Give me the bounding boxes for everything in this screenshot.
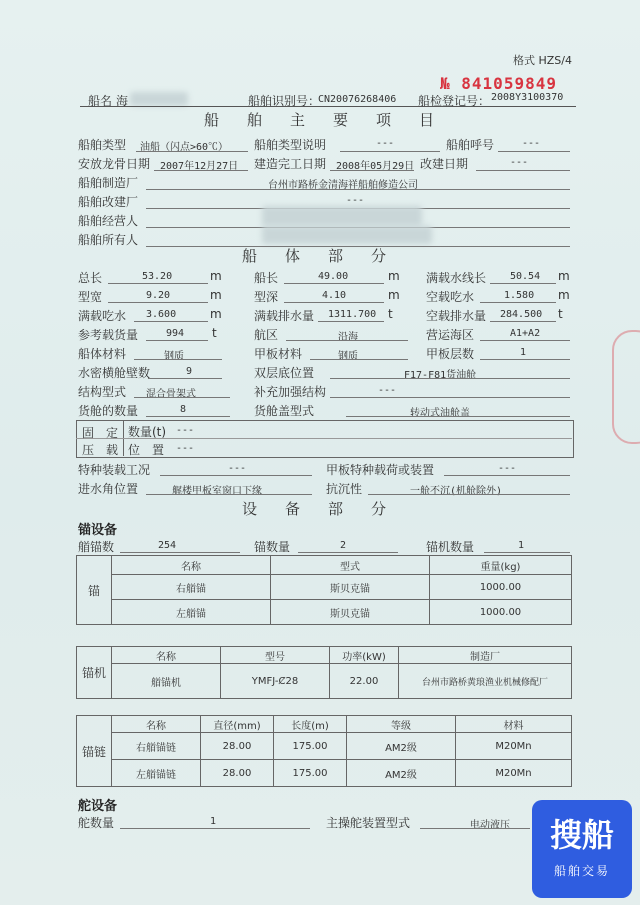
anchor-table: [76, 555, 572, 625]
chain-row1-length: 175.00: [274, 760, 347, 787]
windlass-col-maker: 制造厂: [399, 647, 572, 664]
hatch-value: 转动式油舱盖: [410, 408, 470, 419]
anchor-table-side: 锚: [77, 556, 112, 625]
full-draft-label: 满载吃水: [78, 309, 127, 323]
built-line: [330, 170, 414, 171]
light-disp-label: 空载排水量: [426, 309, 487, 323]
chain-row1-grade: AM2级: [347, 760, 456, 787]
anchor-section-title: 锚设备: [78, 523, 118, 538]
anchor-row0-name: 右艏锚: [112, 575, 271, 600]
holds-value: 8: [180, 404, 187, 415]
sink-value: 一舱不沉(机舱除外): [410, 486, 503, 497]
double-bottom-line: [330, 378, 570, 379]
light-disp-line: [490, 321, 556, 322]
ship-id-label: 船舶识别号：: [248, 94, 321, 108]
call-sign-value: ---: [522, 138, 541, 149]
anchor-row1-type: 斯贝克锚: [271, 600, 430, 625]
depth-label: 型深: [254, 290, 279, 304]
chain-row1-diameter: 28.00: [201, 760, 274, 787]
stern-anchors-value: 2: [340, 540, 347, 551]
light-draft-label: 空载吃水: [426, 290, 475, 304]
windlass-row0-model: YMFJ-Ȼ28: [221, 664, 330, 699]
full-disp-value: 1311.700: [328, 309, 377, 320]
hatch-line: [346, 416, 570, 417]
light-draft-unit: m: [558, 288, 570, 302]
deck-mat-line: [310, 359, 408, 360]
keel-line: [154, 170, 248, 171]
area-label: 营运海区: [426, 328, 475, 342]
anchor-col-weight: 重量(kg): [430, 556, 572, 575]
table-row: [77, 733, 572, 760]
red-seal-fragment: [612, 330, 640, 444]
double-bottom-value: F17-F81货油舱: [404, 370, 477, 381]
wl-value: 50.54: [510, 271, 541, 282]
windlass-table: [76, 646, 572, 699]
full-disp-unit: t: [388, 307, 393, 321]
ship-name-value: 海: [116, 94, 129, 108]
table-row: [77, 575, 572, 600]
windlass-count-label: 锚机数量: [426, 540, 475, 554]
stern-anchors-label: 锚数量: [254, 540, 291, 554]
framing-line: [134, 397, 230, 398]
ship-id-value: CN20076268406: [318, 94, 397, 105]
holds-label: 货舱的数量: [78, 404, 139, 418]
hull-mat-label: 船体材料: [78, 347, 127, 361]
hatch-label: 货舱盖型式: [254, 404, 315, 418]
header-rule: [80, 106, 576, 107]
serial-number: [440, 74, 557, 93]
windlass-row0-name: 艏锚机: [112, 664, 221, 699]
built-value: 2008年05月29日: [336, 161, 415, 172]
area-line: [480, 340, 570, 341]
chain-col-material: 材料: [456, 716, 572, 733]
type-desc-line: [340, 151, 440, 152]
framing-value: 混合骨架式: [146, 389, 196, 400]
chain-col-diameter: 直径(mm): [201, 716, 274, 733]
wl-line: [490, 283, 556, 284]
chain-table-side: 锚链: [77, 716, 112, 787]
lbp-unit: m: [388, 269, 400, 283]
chain-col-length: 长度(m): [274, 716, 347, 733]
breadth-label: 型宽: [78, 290, 103, 304]
wl-label: 满载水线长: [426, 271, 487, 285]
main-items-title: 船舶主要项目: [204, 111, 463, 129]
windlass-count-line: [484, 552, 570, 553]
dwt-unit: t: [212, 326, 217, 340]
nav-line: [286, 340, 408, 341]
anchor-row0-type: 斯贝克锚: [271, 575, 430, 600]
deck-mat-label: 甲板材料: [254, 347, 303, 361]
call-sign-label: 船舶呼号: [446, 138, 495, 152]
special-line: [160, 475, 312, 476]
operator-label: 船舶经营人: [78, 214, 139, 228]
windlass-row0-power: 22.00: [330, 664, 399, 699]
reg-label: 船检登记号：: [418, 94, 491, 108]
chain-row0-name: 右艏锚链: [112, 733, 201, 760]
special-label: 特种装载工况: [78, 463, 151, 477]
anchor-row1-name: 左艏锚: [112, 600, 271, 625]
deck-layers-value: 1: [520, 347, 527, 358]
chain-row0-material: M20Mn: [456, 733, 572, 760]
reinforce-value: ---: [378, 385, 397, 396]
chain-col-name: 名称: [112, 716, 201, 733]
special-value: ---: [228, 463, 247, 474]
bow-anchors-line: [120, 552, 240, 553]
built-label: 建造完工日期: [254, 157, 327, 171]
full-disp-label: 满载排水量: [254, 309, 315, 323]
sink-line: [368, 494, 570, 495]
deck-load-label: 甲板特种载荷或装置: [326, 463, 435, 477]
rebuilt-line: [476, 170, 570, 171]
reg-value: 2008Y3100370: [491, 92, 564, 103]
full-draft-unit: m: [210, 307, 222, 321]
rudder-section-title: 舵设备: [78, 799, 118, 814]
loa-value: 53.20: [142, 271, 173, 282]
depth-value: 4.10: [322, 290, 347, 301]
loa-line: [108, 283, 208, 284]
light-disp-unit: t: [558, 307, 563, 321]
type-desc-value: ---: [376, 138, 395, 149]
depth-line: [284, 302, 384, 303]
flood-label: 进水角位置: [78, 482, 139, 496]
logo-small-text: 船舶交易: [553, 864, 610, 878]
type-line: [136, 151, 248, 152]
hull-mat-value: 钢质: [164, 351, 184, 362]
reinforce-label: 补充加强结构: [254, 385, 327, 399]
windlass-row0-maker: 台州市路桥黄琅渔业机械修配厂: [399, 664, 572, 699]
serial-prefix: №: [440, 74, 451, 93]
bow-anchors-value: 254: [158, 540, 177, 551]
deck-layers-line: [480, 359, 570, 360]
anchor-col-type: 型式: [271, 556, 430, 575]
lbp-value: 49.00: [318, 271, 349, 282]
keel-label: 安放龙骨日期: [78, 157, 151, 171]
chain-table: [76, 715, 572, 787]
light-draft-value: 1.580: [504, 290, 535, 301]
anchor-row1-weight: 1000.00: [430, 600, 572, 625]
steering-label: 主操舵装置型式: [326, 816, 411, 830]
flood-line: [146, 494, 312, 495]
area-value: A1+A2: [510, 328, 541, 339]
anchor-row0-weight: 1000.00: [430, 575, 572, 600]
nav-value: 沿海: [338, 332, 358, 343]
loa-label: 总长: [78, 271, 103, 285]
light-disp-value: 284.500: [500, 309, 543, 320]
bulkheads-line: [148, 378, 222, 379]
lbp-label: 船长: [254, 271, 279, 285]
loa-unit: m: [210, 269, 222, 283]
ballast-pos-value: ---: [176, 443, 195, 454]
table-row: [77, 760, 572, 787]
full-disp-line: [318, 321, 384, 322]
type-desc-label: 船舶类型说明: [254, 138, 327, 152]
call-sign-line: [498, 151, 570, 152]
dwt-label: 参考载货量: [78, 328, 139, 342]
rudder-count-label: 舵数量: [78, 816, 115, 830]
builder-value: 台州市路桥金清海祥船舶修造公司: [268, 180, 418, 191]
format-code: 格式 HZS/4: [513, 54, 572, 67]
ballast-qty-value: ---: [176, 425, 195, 436]
lbp-line: [284, 283, 384, 284]
rebuilt-value: ---: [510, 157, 529, 168]
builder-line: [146, 189, 570, 190]
ship-name-label: 船名: [88, 94, 113, 108]
ballast-pos-label: 位 置: [128, 443, 165, 457]
rudder-count-value: 1: [210, 816, 217, 827]
redaction-operator: [262, 206, 422, 226]
windlass-col-name: 名称: [112, 647, 221, 664]
light-draft-line: [480, 302, 556, 303]
windlass-col-model: 型号: [221, 647, 330, 664]
full-draft-line: [134, 321, 208, 322]
hull-title: 船体部分: [242, 247, 415, 265]
rudder-count-line: [120, 828, 310, 829]
full-draft-value: 3.600: [146, 309, 177, 320]
serial-value: 841059849: [461, 74, 557, 93]
bulkheads-value: 9: [186, 366, 193, 377]
wl-unit: m: [558, 269, 570, 283]
chain-row1-name: 左艏锚链: [112, 760, 201, 787]
anchor-col-name: 名称: [112, 556, 271, 575]
ballast-fixed: 固 定: [82, 426, 119, 440]
breadth-value: 9.20: [146, 290, 171, 301]
framing-label: 结构型式: [78, 385, 127, 399]
chain-row0-grade: AM2级: [347, 733, 456, 760]
ballast-loaded: 压 载: [82, 443, 119, 457]
chain-col-grade: 等级: [347, 716, 456, 733]
type-label: 船舶类型: [78, 138, 127, 152]
chain-row0-diameter: 28.00: [201, 733, 274, 760]
table-row: [77, 600, 572, 625]
holds-line: [146, 416, 230, 417]
logo-big-text: 搜船: [549, 816, 614, 854]
windlass-table-side: 锚机: [77, 647, 112, 699]
redaction-owner: [262, 226, 432, 244]
type-value: 油船（闪点>60℃）: [140, 142, 229, 153]
bow-anchors-label: 艏锚数: [78, 540, 115, 554]
windlass-count-value: 1: [518, 540, 525, 551]
deck-layers-label: 甲板层数: [426, 347, 475, 361]
rebuilt-label: 改建日期: [420, 157, 469, 171]
reinforce-line: [330, 397, 570, 398]
sink-label: 抗沉性: [326, 482, 363, 496]
rebuilder-value: ---: [346, 195, 365, 206]
rebuilder-label: 船舶改建厂: [78, 195, 139, 209]
stern-anchors-line: [298, 552, 398, 553]
deck-load-value: ---: [498, 463, 517, 474]
hull-mat-line: [134, 359, 222, 360]
steering-value: 电动液压: [470, 820, 510, 831]
nav-label: 航区: [254, 328, 279, 342]
soshipping-logo: [532, 800, 632, 898]
double-bottom-label: 双层底位置: [254, 366, 315, 380]
windlass-col-power: 功率(kW): [330, 647, 399, 664]
steering-line: [420, 828, 530, 829]
breadth-line: [108, 302, 208, 303]
bulkheads-label: 水密横舱壁数: [78, 366, 151, 380]
keel-value: 2007年12月27日: [160, 161, 239, 172]
dwt-value: 994: [166, 328, 185, 339]
deck-mat-value: 钢质: [338, 351, 358, 362]
chain-row1-material: M20Mn: [456, 760, 572, 787]
table-row: [77, 664, 572, 699]
flood-value: 艉楼甲板室窗口下缘: [172, 486, 262, 497]
breadth-unit: m: [210, 288, 222, 302]
chain-row0-length: 175.00: [274, 733, 347, 760]
builder-label: 船舶制造厂: [78, 176, 139, 190]
depth-unit: m: [388, 288, 400, 302]
equipment-title: 设备部分: [242, 500, 415, 518]
ballast-qty-label: 数量(t): [128, 425, 167, 439]
deck-load-line: [444, 475, 570, 476]
owner-label: 船舶所有人: [78, 233, 139, 247]
dwt-line: [146, 340, 208, 341]
redaction-ship-name: [130, 92, 188, 106]
